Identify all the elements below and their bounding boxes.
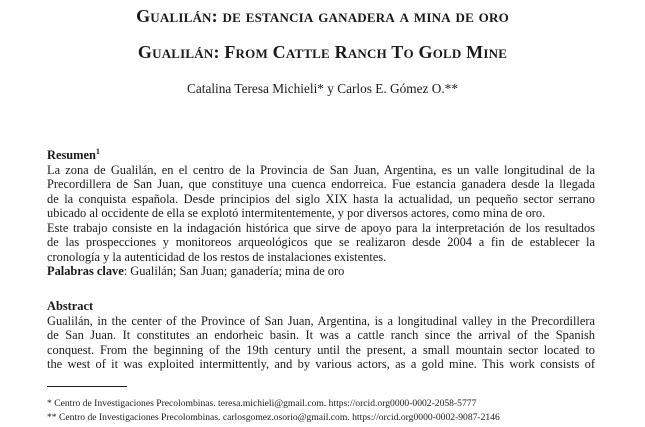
title-english: Gualilán: From Cattle Ranch To Gold Mine (137, 42, 508, 62)
resumen-line: Precordillera de San Juan, que constituye una cuenca endorreica. Fue estancia ganadera desde la llegada (47, 177, 595, 191)
footnote-divider (47, 386, 127, 387)
resumen-line: Este trabajo consiste en la indagación histórica que sirve de apoyo para la interpretación de los resultados (47, 220, 595, 235)
abstract-line: conquest. From the beginning of the 19th century until the present, a small mountain sector located to (47, 342, 595, 357)
abstract-line: de San Juan. It constitutes an endorheic basin. It was a cattle ranch since the arrival of the Spanish (47, 328, 595, 342)
resumen-section (47, 148, 595, 279)
footnote-author-1: * Centro de Investigaciones Precolombinas. teresa.michieli@gmail.com. https://orcid.org0000-0002-2058-5777 (47, 398, 477, 409)
keywords-label: Palabras clave (47, 264, 124, 278)
resumen-line: cronología y la autenticidad de los restos de instalaciones existentes. (47, 249, 387, 264)
keywords (47, 264, 595, 279)
footnote-marker: 1 (95, 146, 100, 156)
abstract-heading: Abstract (47, 299, 94, 313)
abstract-line: the west of it was exploited intermittently, and by various actors, as a gold mine. This work consists of (47, 357, 595, 371)
authors: Catalina Teresa Michieli* y Carlos E. Gómez O.** (187, 81, 458, 96)
keywords-text: : Gualilán; San Juan; ganadería; mina de oro (123, 264, 345, 278)
title-spanish: Gualilán: de estancia ganadera a mina de oro (136, 6, 509, 26)
resumen-line: de las prospecciones y monitoreos arqueológicos que se realizaron desde 2004 a fin de establecer la (47, 235, 595, 249)
abstract-section (47, 299, 595, 372)
resumen-line: ubicado al occidente de ella se explotó intermitentemente, y por diversos actores, como mina de oro. (47, 206, 546, 220)
footnote-author-2: ** Centro de Investigaciones Precolombinas. carlosgomez.osorio@gmail.com. https://orcid.org0000-0002-9087-2146 (47, 412, 500, 423)
resumen-line: de la conquista española. Desde principios del siglo XIX hasta la actualidad, un pequeño sector serrano (47, 191, 595, 206)
abstract-line: Gualilán, in the center of the Province of San Juan, Argentina, is a longitudinal valley in the Precordillera (47, 313, 595, 328)
resumen-line: La zona de Gualilán, en el centro de la Provincia de San Juan, Argentina, es un valle longitudinal de la (47, 162, 595, 177)
resumen-heading: Resumen$^1$ (47, 146, 100, 162)
